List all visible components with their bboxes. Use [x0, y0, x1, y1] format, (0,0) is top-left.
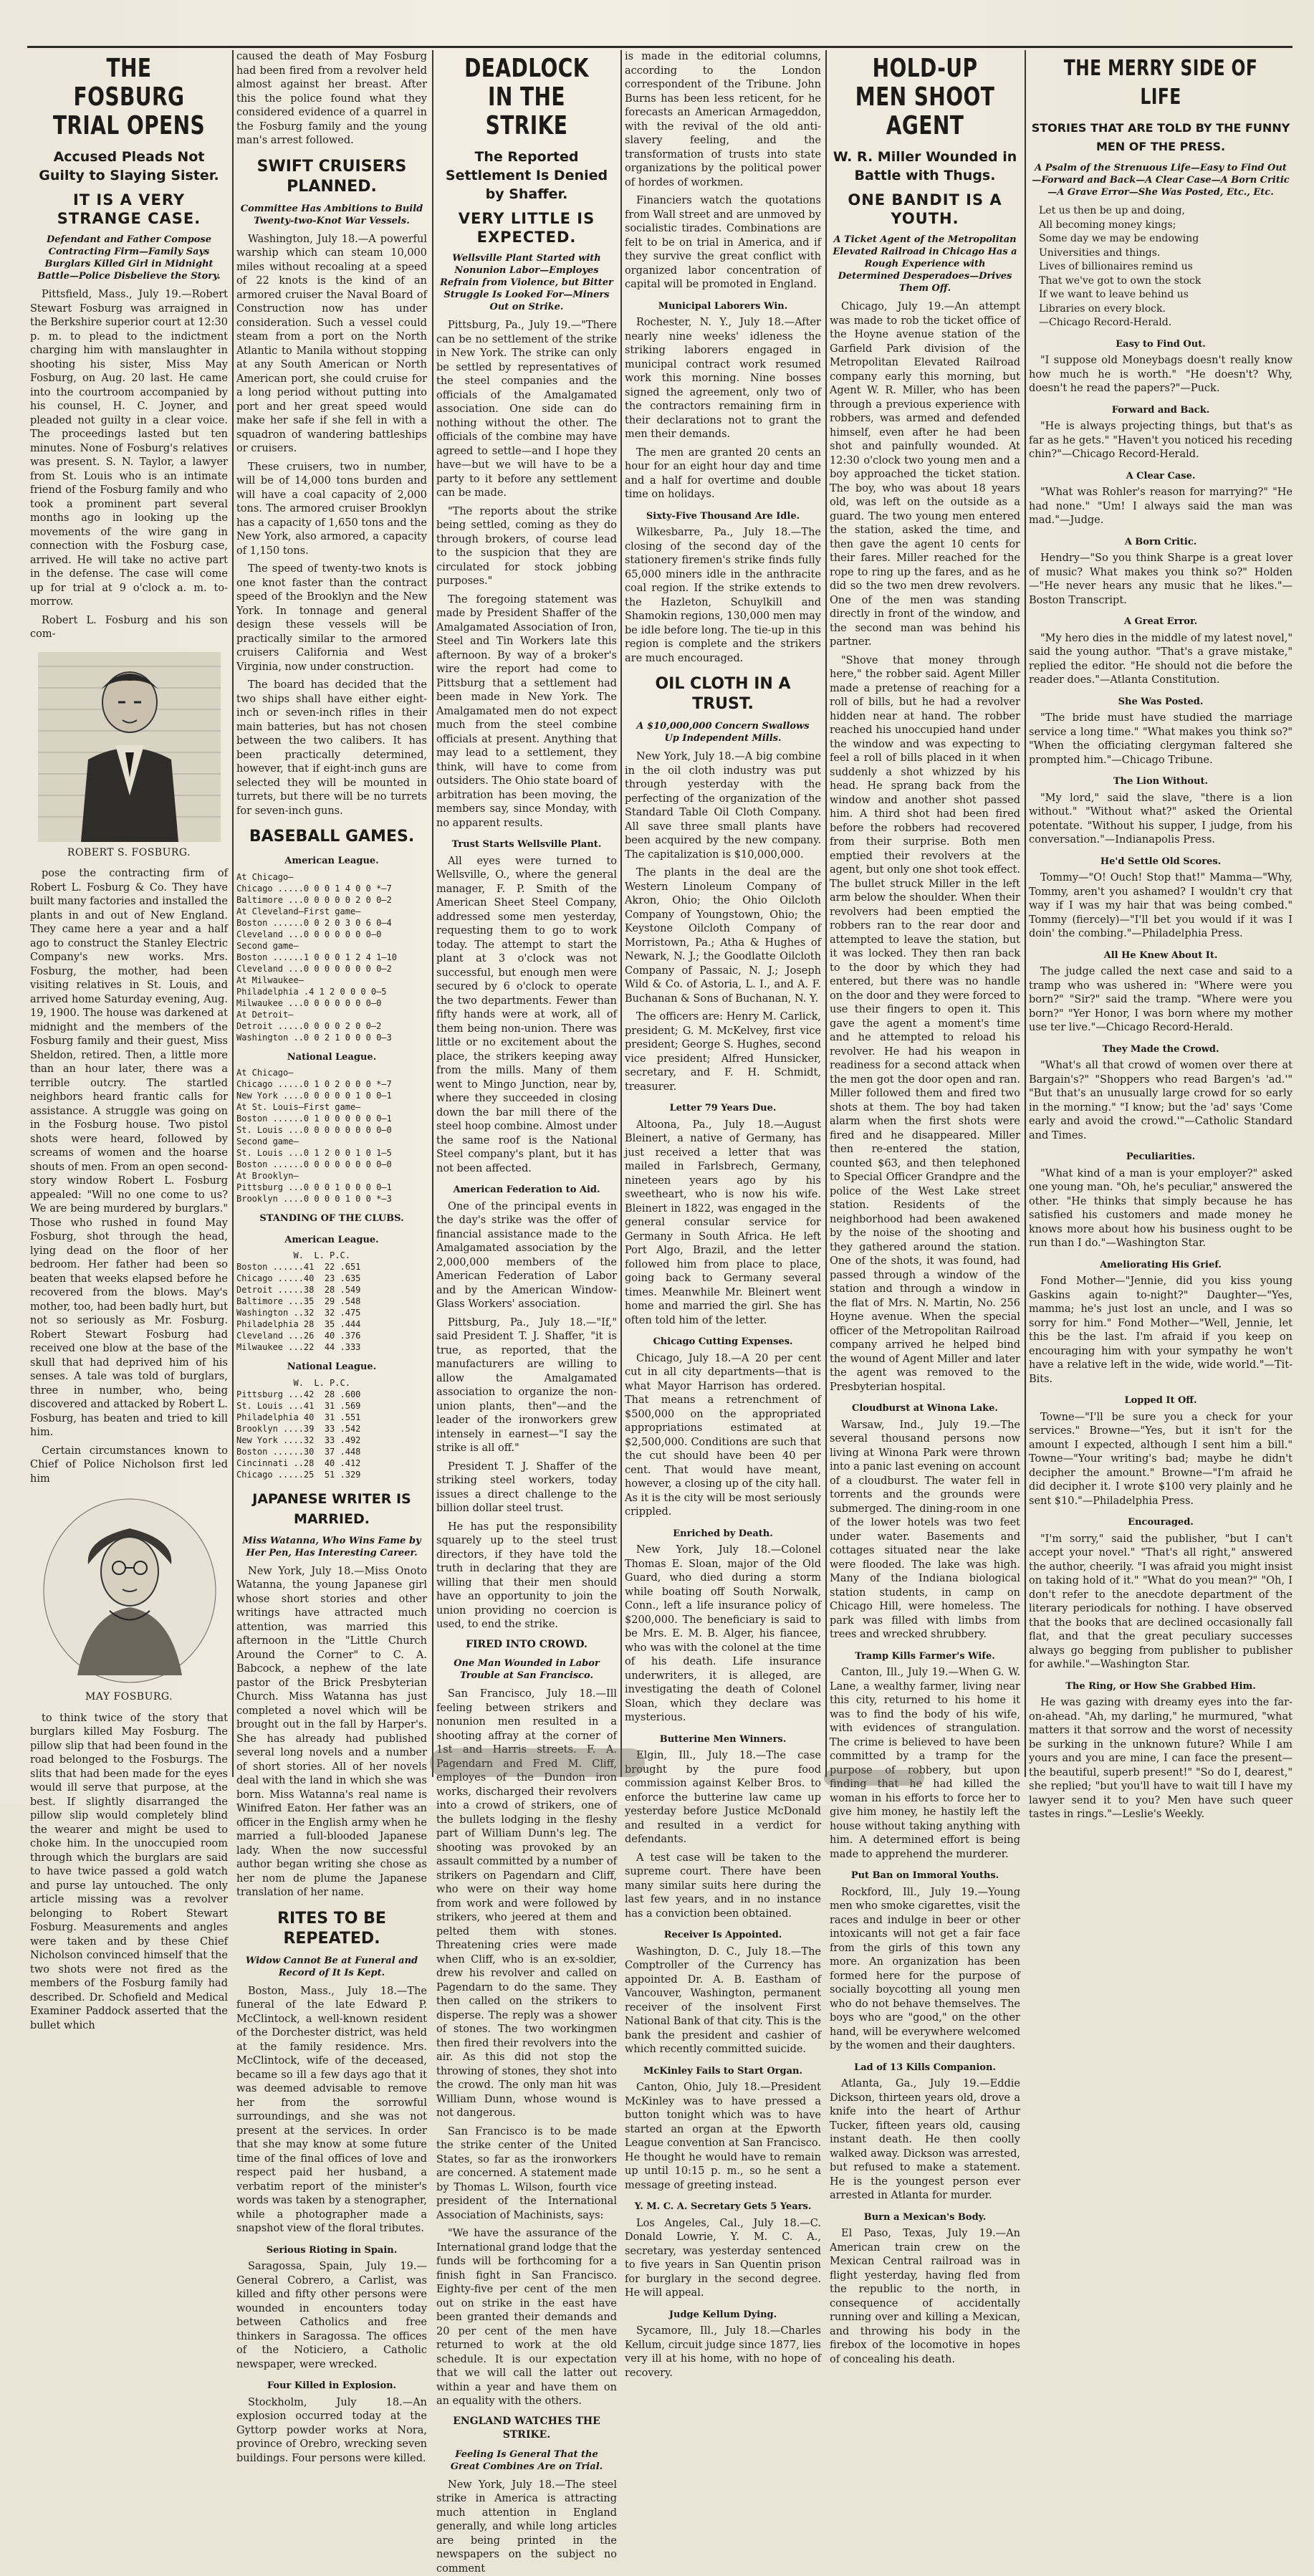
- paragraph: Warsaw, Ind., July 19.—The several thousand persons now living at Winona Park were thrown into a panic last evening on account of a cloudburst. The water fell in torrents and the grounds were submerged. The dining-room in one of the lower hotels was two feet under water. Basements and cottages situated near the lake were flooded. The lake was high. Many of the Indiana biological station students, in camp on Chicago Hill, were homeless. The park was filled with limbs from trees and wrecked shrubbery.: [830, 1419, 1020, 1642]
- paragraph: He was gazing with dreamy eyes into the far-on-ahead. "Ah, my darling," he murmured, "what matters it that sorrow and the worst of necessity be surking in the unknown future? While I am yours and you are mine, I can face the present—the beautiful, superb present!" "So do I, dearest," she replied; "but you'll have to wait till I have my lawyer send it to you? Men have such queer tastes in rings."—Leslie's Weekly.: [1029, 1696, 1293, 1822]
- subheading: He'd Settle Old Scores.: [1029, 855, 1293, 869]
- paragraph: All eyes were turned to Wellsville, O., where the general manager, F. P. Smith of the American Sheet Steel Company, addressed some men yesterday, requesting them to go to work today. The attempt to start the plant at 3 o'clock was not successful, but enough men were secured by 6 o'clock to operate the two departments. Fewer than fifty hands were at work, all of them being non-union. There was little or no excitement about the place, the strikers keeping away from the mills. Many of them went to Mingo Junction, near by, where they succeeded in closing down the bar mill there of the steel hoop combine. Almost under the same roof is the National Steel company's plant, but it has not been affected.: [436, 855, 617, 1177]
- deck-england-watches: Feeling Is General That the Great Combines Are on Trial.: [439, 2448, 614, 2473]
- column-5: [830, 50, 1020, 1770]
- column-4: [625, 50, 821, 1770]
- subhead-fosburg: Accused Pleads Not Guilty to Slaying Sister.: [30, 148, 228, 185]
- column-6: [1029, 50, 1293, 1770]
- headline-hold-up: HOLD-UP MEN SHOOT AGENT: [850, 54, 999, 140]
- paragraph: "He is always projecting things, but that's as far as he gets." "Haven't you noticed his receding chin?"—Chicago Record-Herald.: [1029, 420, 1293, 462]
- paragraph: Chicago, July 18.—A 20 per cent cut in all city departments—that is what Mayor Harrison has ordered. That means a retrenchment of $500,000 on the appropriated appropriations estimated at $2,500,000. Conditions are such that the cut should have been 40 per cent. That would have meant, however, a closing up of the city hall. As it is the city will be most seriously crippled.: [625, 1352, 821, 1520]
- subheading: McKinley Fails to Start Organ.: [625, 2064, 821, 2079]
- paragraph: "Shove that money through here," the robber said. Agent Miller made a pretense of reaching for a roll of bills, but he had a revolver hidden near at hand. The robber reached his unoccupied hand under the window and was expecting to feel a roll of bills placed in it when suddenly a shot whizzed by his head. He sprang back from the window and another shot passed him. A third shot had been fired before the robbers had recovered from their surprise. Both men emptied their revolvers at the agent, but only one shot took effect. The bullet struck Miller in the left arm below the shoulder. When their revolvers had been emptied the robbers ran to the rear door and attempted to leave the station, but it was locked. They then ran back to the door by which they had entered, but there was no handle on the door and they were forced to use their fingers to open it. This gave the agent a moment's time and he attempted to reload his revolver. He had his weapon in readiness for a second attack when the men got the door open and ran. Miller followed them and fired two shots at them. The boy had taken alarm when the first shots were fired and he disappeared. Miller then re-entered the station, counted $63, and then telephoned to Special Officer Grandpre and the police of the West Lake street station. Residents of the neighborhood had been awakened by the noise of the shooting and they gathered around the station. One of the shots, it was found, had passed through a window of the station and through a window in the flat of Mrs. N. Martin, No. 256 Hoyne avenue. When the special officer of the Metropolitan Railroad company arrived he helped bind the wound of Agent Miller and later the agent was removed to the Presbyterian hospital.: [830, 654, 1020, 1395]
- ink-smear: [824, 1770, 924, 1786]
- paragraph: San Francisco, July 18.—Ill feeling between strikers and nonunion men resulted in a shooting affray at the corner of 1st and Harris streets. F. A. Pagendarn and Fred M. Cliff, employes of the Dundon iron works, discharged their revolvers into a crowd of strikers, one of the bullets lodging in the fleshy part of William Dunn's leg. The shooting was provoked by an assault committed by a number of strikers on Pagendarn and Cliff, who were on their way home from work and were followed by strikers, who jeered at them and pelted them with stones. Threatening cries were made when Cliff, who is an ex-soldier, drew his revolver and called on Pagendarn to do the same. They then called on the strikers to disperse. The reply was a shower of stones. The two workingmen then fired their revolvers into the air. As this did not stop the throwing of stones, they shot into the crowd. The only man hit was William Dunn, whose wound is not dangerous.: [436, 1687, 617, 2121]
- subhead-merry-side: STORIES THAT ARE TOLD BY THE FUNNY MEN OF THE PRESS.: [1029, 119, 1293, 156]
- deck-fosburg: Defendant and Father Compose Contracting Firm—Family Says Burglars Killed Girl in Midnight Battle—Police Disbelieve the Story.: [33, 234, 225, 282]
- subheading: Cloudburst at Winona Lake.: [830, 1402, 1020, 1416]
- subheading: Judge Kellum Dying.: [625, 2308, 821, 2322]
- subhead-fosburg-2: IT IS A VERY STRANGE CASE.: [30, 191, 228, 228]
- paragraph: "What was Rohler's reason for marrying?" "He had none." "Um! I always said the man was mad."—Judge.: [1029, 486, 1293, 528]
- paragraph: Pittsburg, Pa., July 19.—"There can be no settlement of the strike in New York. The strike can only be settled by representatives of the steel companies and the officials of the Amalgamated association. One side can do nothing without the other. The officials of the combine may have agreed to settle—and I hope they have—but we will have to be a party to it before any settlement can be made.: [436, 319, 617, 501]
- deck-cruisers: Committee Has Ambitions to Build Twenty-two-Knot War Vessels.: [239, 203, 424, 227]
- paragraph: Financiers watch the quotations from Wall street and are unmoved by socialistic tirades. Combinations are felt to be on trial in America, and if they survive the great conflict with organized labor concentration of capital will be promoted in England.: [625, 194, 821, 292]
- paragraph: Atlanta, Ga., July 19.—Eddie Dickson, thirteen years old, drove a knife into the heart of Arthur Tucker, fifteen years old, causing instant death. He then coolly walked away. Dickson was arrested, but refused to make a statement. He is the youngest person ever arrested in Atlanta for murder.: [830, 2077, 1020, 2203]
- subheading: Tramp Kills Farmer's Wife.: [830, 1649, 1020, 1664]
- subheading: Peculiarities.: [1029, 1150, 1293, 1164]
- paragraph: "My hero dies in the middle of my latest novel," said the young author. "That's a grave mistake," replied the editor. "He should not die before the reader does."—Atlanta Constitution.: [1029, 632, 1293, 688]
- headline-merry-side: THE MERRY SIDE OF LIFE: [1058, 54, 1263, 112]
- paragraph: "What's all that crowd of women over there at Bargain's?" "Shoppers who read Bargen's 'ad.'" "But that's an unusually large crowd for so early in the morning." "I know; but the 'ad' says 'Come early and avoid the crowd.'"—Catholic Standard and Times.: [1029, 1059, 1293, 1143]
- box-scores-american: At Chicago— Chicago .....0 0 0 1 4 0 0 *—7 Baltimore ...0 0 0 0 0 2 0 0—2 At Cleveland—First game— Boston ......0 0 2 0 3 0 6 0—4 Cleveland ...0 0 0 0 0 0 0—0 Second game— Boston ......1 0 0 0 1 2 4 1—10 Cleveland ...0 0 0 0 0 0 0 0—2 At Milwaukee— Philadelphia .4 1 2 0 0 0 0—5 Milwaukee ...0 0 0 0 0 0 0—0 At Detroit— Detroit .....0 0 0 0 2 0 0—2 Washington ..0 0 2 1 0 0 0 0—3: [236, 871, 427, 1043]
- paragraph: The board has decided that the two ships shall have either eight-inch or seven-inch rifles in their main batteries, but has not chosen between the two calibers. It has been practically determined, however, that if eight-inch guns are selected they will be mounted in turrets, but there will be no turrets for seven-inch guns.: [236, 679, 427, 818]
- column-rule: [825, 50, 827, 1777]
- subhead-deadlock: The Reported Settlement Is Denied by Shaffer.: [436, 148, 617, 204]
- standings-american: W. L. P.C. Boston ......41 22 .651 Chicago .....40 23 .635 Detroit .....38 28 .549 Baltimore ...35 29 .548 Washington ..32 32 .475 Philadelphia 28 35 .444 Cleveland ...26 40 .376 Milwaukee ...22 44 .333: [236, 1250, 427, 1353]
- subheading: Lopped It Off.: [1029, 1394, 1293, 1408]
- subheading: They Made the Crowd.: [1029, 1043, 1293, 1057]
- paragraph: Sycamore, Ill., July 18.—Charles Kellum, circuit judge since 1877, lies very ill at his home, with no hope of recovery.: [625, 2324, 821, 2380]
- headline-fired-into-crowd: FIRED INTO CROWD.: [436, 1638, 617, 1652]
- paragraph: Saragossa, Spain, July 19.—General Cobrero, a Carlist, was killed and fifty other persons were wounded in encounters today between Catholics and free thinkers in Saragossa. The offices of the Noticiero, a Catholic newspaper, were wrecked.: [236, 2260, 427, 2372]
- headline-japanese-writer: JAPANESE WRITER IS MARRIED.: [236, 1489, 427, 1529]
- subheading: Trust Starts Wellsville Plant.: [436, 838, 617, 852]
- deck-merry-side: A Psalm of the Strenuous Life—Easy to Find Out—Forward and Back—A Clear Case—A Born Critic—A Grave Error—She Was Posted, Etc., Etc.: [1032, 162, 1290, 198]
- column-1: [30, 50, 228, 1770]
- paragraph: Certain circumstances known to Chief of Police Nicholson first led him: [30, 1445, 228, 1487]
- deck-hold-up: A Ticket Agent of the Metropolitan Elevated Railroad in Chicago Has a Rough Experience with Determined Desperadoes—Drives Them Off.: [833, 234, 1017, 295]
- subheading: A Born Critic.: [1029, 535, 1293, 550]
- standings-national: W. L. P.C. Pittsburg ...42 28 .600 St. Louis ...41 31 .569 Philadelphia 40 31 .551 Brooklyn ....39 33 .542 New York ....32 33 .492 Boston ......30 37 .448 Cincinnati ..28 40 .412 Chicago .....25 51 .329: [236, 1377, 427, 1480]
- headline-deadlock: DEADLOCK IN THE STRIKE: [456, 54, 598, 140]
- subheading: Municipal Laborers Win.: [625, 300, 821, 314]
- paragraph: Wilkesbarre, Pa., July 18.—The closing of the second day of the stationery firemen's strike finds fully 65,000 miners idle in the anthracite coal region. If the strike extends to the Hazleton, Schuylkill and Shamokin regions, 130,000 men may be idle before long. The tie-up in this region is complete and the strikers are much encouraged.: [625, 526, 821, 666]
- paragraph: President T. J. Shaffer of the striking steel workers, today issues a direct challenge to the billion dollar steel trust.: [436, 1460, 617, 1516]
- deck-fired-into-crowd: One Man Wounded in Labor Trouble at San Francisco.: [439, 1657, 614, 1682]
- subheading: Easy to Find Out.: [1029, 337, 1293, 352]
- column-3: [436, 50, 617, 1770]
- paragraph: New York, July 18.—Miss Onoto Watanna, the young Japanese girl whose short stories and other writings have attracted much attention, was married this afternoon in the "Little Church Around the Corner" to C. A. Babcock, a nephew of the late pastor of the Brick Presbyterian Church. Miss Watanna has just completed a novel which will be brought out in the fall by Harper's. She has already had published several long novels and a number of short stories. All of her novels deal with the land in which she was born. Miss Watanna's real name is Winifred Eaton. Her father was an officer in the English army when he married a full-blooded Japanese lady. When the now successful author began writing she chose as her nom de plume the Japanese translation of her name.: [236, 1565, 427, 1900]
- subheading: Butterine Men Winners.: [625, 1733, 821, 1747]
- standing-heading: STANDING OF THE CLUBS.: [236, 1212, 427, 1226]
- paragraph: Rockford, Ill., July 19.—Young men who smoke cigarettes, visit the races and indulge in beer or other intoxicants will not get a fair face from the girls of this town any more. An organization has been formed here for the purpose of socially boycotting all young men who do not behave themselves. The boys who are "good," on the other hand, will be everywhere welcomed by the women and their daughters.: [830, 1886, 1020, 2054]
- headline-rites: RITES TO BE REPEATED.: [236, 1909, 427, 1949]
- subheading: Encouraged.: [1029, 1516, 1293, 1530]
- paragraph: to think twice of the story that burglars killed May Fosburg. The pillow slip that had been found in the road belonged to the Fosburgs. The slits that had been made for the eyes would ill serve that purpose, at the best. If slightly disarranged the pillow slip would completely blind the wearer and might be used to choke him. In the unoccupied room through which the burglars are said to have twice passed a gold watch and purse lay untouched. The only article missing was a revolver belonging to Robert Stewart Fosburg. Measurements and angles were taken and by these Chief Nicholson convinced himself that the two shots were not fired as the members of the Fosburg family had described. Dr. Schofield and Medical Examiner Paddock asserted that the bullet which: [30, 1712, 228, 2034]
- subheading: A Great Error.: [1029, 615, 1293, 629]
- caption-may-fosburg: MAY FOSBURG.: [30, 1690, 228, 1705]
- paragraph: Hendry—"So you think Sharpe is a great lover of music? What makes you think so?" Holden—"He never hears any music that he likes."—Boston Transcript.: [1029, 552, 1293, 608]
- column-rule: [1025, 50, 1026, 1777]
- deck-japanese-writer: Miss Watanna, Who Wins Fame by Her Pen, Has Interesting Career.: [239, 1535, 424, 1559]
- paragraph: Elgin, Ill., July 18.—The case brought by the pure food commission against Kelber Bros. to enforce the butterine law came up yesterday before Justice McDonald and resulted in a verdict for defendants.: [625, 1749, 821, 1847]
- paragraph: "I suppose old Moneybags doesn't really know how much he is worth." "He doesn't? Why, doesn't he read the papers?"—Puck.: [1029, 354, 1293, 396]
- paragraph: "I'm sorry," said the publisher, "but I can't accept your novel." "That's all right," answered the author, cheerily. "I was afraid you might insist on taking hold of it." "What do you mean?" "Oh, I don't refer to the anecdote department of the literary periodicals for nothing. I have observed that the books that are declined occasionally fall flat, and that the great peculiary successes always go begging from publisher to publisher for awhile."—Washington Star.: [1029, 1533, 1293, 1672]
- paragraph: Canton, Ohio, July 18.—President McKinley was to have pressed a button tonight which was to have started an organ at the Epworth League convention at San Francisco. He thought he would have to remain up until 10:15 p. m., so he sent a message of greeting instead.: [625, 2081, 821, 2193]
- paragraph: Rochester, N. Y., July 18.—After nearly nine weeks' idleness the striking laborers engaged in municipal contract work resumed work this morning. Nine bosses signed the agreement, only two of the contractors remaining firm in their declarations not to grant the men their demands.: [625, 316, 821, 442]
- verse: Let us then be up and doing, All becoming money kings; Some day we may be endowing Universities and things. Lives of billionaires remind us That we've got to own the stock If we want to leave behind us Libraries on every block. —Chicago Record-Herald.: [1029, 204, 1293, 330]
- subheading: Y. M. C. A. Secretary Gets 5 Years.: [625, 2200, 821, 2214]
- label-national-league: National League.: [236, 1050, 427, 1065]
- paragraph: These cruisers, two in number, will be of 14,000 tons burden and will have a coal capacity of 2,000 tons. The armored cruiser Brooklyn has a capacity of 1,650 tons and the New York, also armored, a capacity of 1,150 tons.: [236, 461, 427, 559]
- subhead-deadlock-2: VERY LITTLE IS EXPECTED.: [436, 209, 617, 246]
- subheading: Four Killed in Explosion.: [236, 2379, 427, 2393]
- paragraph: Tommy—"O! Ouch! Stop that!" Mamma—"Why, Tommy, aren't you ashamed? I wouldn't cry that way if I was my hair that was being combed." Tommy (fiercely)—"I'll bet you would if it was I doin' the combing."—Philadelphia Press.: [1029, 871, 1293, 942]
- box-scores-national: At Chicago— Chicago .....0 1 0 2 0 0 0 *—7 New York ....0 0 0 0 0 1 0 0—1 At St. Louis—First game— Boston ......0 1 0 0 0 0 0 0—1 St. Louis ...0 0 0 0 0 0 0 0—0 Second game— St. Louis ...0 1 2 0 0 1 0 1—5 Boston ......0 0 0 0 0 0 0 0—0 At Brooklyn— Pittsburg ...0 0 0 1 0 0 0 0—1 Brooklyn ....0 0 0 0 1 0 0 *—3: [236, 1067, 427, 1205]
- subheading: American Federation to Aid.: [436, 1183, 617, 1197]
- subheading: Ameliorating His Grief.: [1029, 1258, 1293, 1273]
- subheading: All He Knew About It.: [1029, 949, 1293, 963]
- label-standing-american: American League.: [236, 1233, 427, 1248]
- paragraph: The judge called the next case and said to a tramp who was ushered in: "Where were you born?" "Sir?" said the tramp. "Where were you born?" "Yer Honor, I was born where my mother use ter live."—Chicago Record-Herald.: [1029, 965, 1293, 1035]
- paragraph: He has put the responsibility squarely up to the steel trust directors, if they have told the truth in declaring that they are willing that their men should have an opportunity to join the union providing no coercion is used, to end the strike.: [436, 1521, 617, 1632]
- deck-oil-cloth: A $10,000,000 Concern Swallows Up Independent Mills.: [628, 720, 818, 744]
- headline-cruisers: SWIFT CRUISERS PLANNED.: [236, 157, 427, 197]
- subheading: Receiver Is Appointed.: [625, 1928, 821, 1943]
- paragraph: New York, July 18.—The steel strike in America is attracting much attention in England generally, and while long articles are being printed in the newspapers on the subject no comment: [436, 2479, 617, 2576]
- paragraph: The men are granted 20 cents an hour for an eight hour day and time and a half for overtime and double time on holidays.: [625, 446, 821, 502]
- caption-robert-fosburg: ROBERT S. FOSBURG.: [30, 846, 228, 861]
- paragraph: Stockholm, July 18.—An explosion occurred today at the Gyttorp powder works at Nora, province of Orebro, wrecking seven buildings. Four persons were killed.: [236, 2396, 427, 2466]
- subheading: The Ring, or How She Grabbed Him.: [1029, 1680, 1293, 1694]
- subhead-hold-up: W. R. Miller Wounded in Battle with Thugs.: [830, 148, 1020, 185]
- headline-fosburg: THE FOSBURG TRIAL OPENS: [52, 54, 206, 140]
- deck-deadlock: Wellsville Plant Started with Nonunion Labor—Employes Refrain from Violence, but Bitter Struggle Is Looked For—Miners Out on Strike.: [439, 252, 614, 313]
- ink-smear: [430, 1748, 645, 1777]
- paragraph: The officers are: Henry M. Carlick, president; G. M. McKelvey, first vice president; George S. Hughes, second vice president; Alfred Hunsicker, secretary, and F. H. Schmidt, treasurer.: [625, 1010, 821, 1094]
- paragraph: Pittsfield, Mass., July 19.—Robert Stewart Fosburg was arraigned in the Berkshire superior court at 12:30 p. m. to plead to the indictment charging him with manslaughter in shooting his sister, Miss May Fosburg, on Aug. 20 last. He came into the courtroom accompanied by his counsel, H. C. Joyner, and pleaded not guilty in a clear voice. The proceedings lasted but ten minutes. None of Fosburg's relatives was present. S. N. Taylor, a lawyer from St. Louis who is an intimate friend of the Fosburg family and who took a prominent part several months ago in looking up the movements of the wire gang in connection with the Fosburg case, arrived. He will take no active part in the defense. The case will come up for trial at 9 o'clock a. m. to-morrow.: [30, 288, 228, 610]
- label-standing-national: National League.: [236, 1360, 427, 1374]
- paragraph: New York, July 18.—A big combine in the oil cloth industry was put through yesterday with the perfecting of the organization of the Standard Table Oil Cloth Company. All save three small plants have been acquired by the new company. The capitalization is $10,000,000.: [625, 750, 821, 862]
- paragraph: "My lord," said the slave, "there is a lion without." "Without what?" asked the Oriental potentate. "Without his supper, I judge, from his conversation."—Indianapolis Press.: [1029, 792, 1293, 848]
- paragraph: The plants in the deal are the Western Linoleum Company of Akron, Ohio; the Ohio Oilcloth Company of Youngstown, Ohio; the Keystone Oilcloth Company of Morristown, Pa.; Atha & Hughes of Newark, N. J.; the Goodlatte Oilcloth Company of Passaic, N. J.; Joseph Wild & Co. of Astoria, L. I., and A. F. Buchanan & Sons of Buchanan, N. Y.: [625, 866, 821, 1006]
- subhead-hold-up-2: ONE BANDIT IS A YOUTH.: [830, 191, 1020, 228]
- paragraph: "The bride must have studied the marriage service a long time." "What makes you think so?" "When the officiating clergyman faltered she prompted him."—Chicago Tribune.: [1029, 712, 1293, 767]
- paragraph: New York, July 18.—Colonel Thomas E. Sloan, major of the Old Guard, who died during a storm while boating off South Norwalk, Conn., left a life insurance policy of $200,000. The beneficiary is said to be Mrs. E. M. B. Alger, his fiancee, who was with the colonel at the time of his death. Life insurance underwriters, it is alleged, are investigating the death of Colonel Sloan, which they declare was mysterious.: [625, 1543, 821, 1725]
- paragraph: "The reports about the strike being settled, coming as they do through brokers, of course lead to the suspicion that they are circulated for stock jobbing purposes.": [436, 505, 617, 589]
- paragraph: Pittsburg, Pa., July 18.—"If," said President T. J. Shaffer, "it is true, as reported, that the manufacturers are willing to allow the Amalgamated association to organize the non-union plants, then"—and the leader of the ironworkers grew intensely in earnest—"I say the strike is all off.": [436, 1316, 617, 1456]
- paragraph: Fond Mother—"Jennie, did you kiss young Gaskins again to-night?" Daughter—"Yes, mamma; he's just lost an uncle, and I was so sorry for him." Fond Mother—"Well, Jennie, let this be the last. I'm afraid if you keep on encouraging him with your sympathy he won't have a relative left in the wide, wide world."—Tit-Bits.: [1029, 1275, 1293, 1387]
- paragraph: One of the principal events in the day's strike was the offer of financial assistance made to the Amalgamated association by the 2,000,000 members of the American Federation of Labor and by the American Window-Glass Workers' association.: [436, 1200, 617, 1312]
- paragraph: Canton, Ill., July 19.—When G. W. Lane, a wealthy farmer, living near this city, returned to his home it was to find the body of his wife, with evidences of strangulation. The crime is believed to have been committed by a tramp for the purpose of robbery, but upon finding that he had killed the woman in his efforts to force her to give him money, he hastily left the house without taking anything with him. A determined effort is being made to apprehend the murderer.: [830, 1666, 1020, 1862]
- subheading: Sixty-Five Thousand Are Idle.: [625, 509, 821, 524]
- portrait-robert-fosburg: [38, 652, 221, 842]
- headline-england-watches: ENGLAND WATCHES THE STRIKE.: [436, 2415, 617, 2443]
- paragraph: The speed of twenty-two knots is one knot faster than the contract speed of the Brooklyn and the New York. In tonnage and general design these vessels will be practically similar to the armored cruisers California and West Virginia, now under construction.: [236, 562, 427, 674]
- headline-baseball: BASEBALL GAMES.: [236, 827, 427, 847]
- subheading: Chicago Cutting Expenses.: [625, 1335, 821, 1349]
- paragraph: Los Angeles, Cal., July 18.—C. Donald Lowrie, Y. M. C. A., secretary, was yesterday sentenced to five years in San Quentin prison for burglary in the second degree. He will appeal.: [625, 2217, 821, 2301]
- paragraph: Washington, D. C., July 18.—The Comptroller of the Currency has appointed Dr. A. B. Eastham of Vancouver, Washington, permanent receiver of the insolvent First National Bank of that city. This is the bank the president and cashier of which recently committed suicide.: [625, 1945, 821, 2057]
- column-rule: [620, 50, 622, 1777]
- portrait-may-fosburg: [38, 1496, 221, 1686]
- column-rule: [432, 50, 433, 1777]
- paragraph: The foregoing statement was made by President Shaffer of the Amalgamated Association of Iron, Steel and Tin Workers late this afternoon. By way of a broker's wire the report had come to Pittsburg that a settlement had been made in New York. The Amalgamated men do not expect much from the steel combine officials at present. Anything that may lead to a settlement, they think, will have to come from outsiders. The Ohio state board of arbitration has been moving, the members say, since Monday, with no apparent results.: [436, 593, 617, 831]
- deck-rites: Widow Cannot Be at Funeral and Record of It Is Kept.: [239, 1955, 424, 1979]
- subheading: The Lion Without.: [1029, 775, 1293, 789]
- subheading: She Was Posted.: [1029, 695, 1293, 709]
- paragraph: "What kind of a man is your employer?" asked one young man. "Oh, he's peculiar," answered the other. "He thinks that simply because he has satisfied his customers and made money he knows more about how his business ought to be run than I do."—Washington Star.: [1029, 1167, 1293, 1251]
- subheading: Put Ban on Immoral Youths.: [830, 1869, 1020, 1883]
- label-american-league: American League.: [236, 854, 427, 868]
- paragraph: is made in the editorial columns, according to the London correspondent of the Tribune. John Burns has been less reticent, for he forecasts an American Armageddon, with the revival of the old anti-slavery feeling, and the transformation of trusts into state organizations by the political power of hordes of workmen.: [625, 50, 821, 190]
- column-rule: [232, 50, 234, 1777]
- subheading: A Clear Case.: [1029, 469, 1293, 484]
- paragraph: Chicago, July 19.—An attempt was made to rob the ticket office of the Hoyne avenue station of the Garfield Park division of the Metropolitan Elevated Railroad company early this morning, but Agent W. R. Miller, who has been through a previous experience with robbers, was armed and defended himself, even after he had been shot and painfully wounded. At 12:30 o'clock two young men and a boy approached the ticket station. The boy, who was about 18 years old, was left on the outside as a guard. The two young men entered the station, asked the time, and then gave the agent 10 cents for their fares. Miller reached for the rope to ring up the fares, and as he did so the two men drew revolvers. One of the men was standing directly in front of the window, and the second man was behind his partner.: [830, 300, 1020, 650]
- subheading: Lad of 13 Kills Companion.: [830, 2061, 1020, 2075]
- subheading: Forward and Back.: [1029, 403, 1293, 418]
- top-rule: [27, 46, 1293, 48]
- paragraph: A test case will be taken to the supreme court. There have been many similar suits here during the last few years, and in no instance has a conviction been obtained.: [625, 1852, 821, 1922]
- paragraph: caused the death of May Fosburg had been fired from a revolver held almost against her breast. After this the police found what they considered evidence of a quarrel in the Fosburg family and the young man's arrest followed.: [236, 50, 427, 148]
- paragraph: San Francisco is to be made the strike center of the United States, so far as the ironworkers are concerned. A statement made by Thomas L. Wilson, fourth vice president of the International Association of Machinists, says:: [436, 2125, 617, 2223]
- paragraph: "We have the assurance of the International grand lodge that the funds will be forthcoming for a finish fight in San Francisco. Eighty-five per cent of the men out on strike in the east have been granted their demands and 20 per cent of the men have returned to work at the old schedule. It is our expectation that we will call the latter out within a year and have them on an equality with the others.: [436, 2227, 617, 2409]
- paragraph: Robert L. Fosburg and his son com-: [30, 614, 228, 642]
- subheading: Burn a Mexican's Body.: [830, 2211, 1020, 2225]
- paragraph: Altoona, Pa., July 18.—August Bleinert, a native of Germany, has just received a letter that was mailed in Farlsbrech, Germany, nineteen years ago by his sweetheart, who is now his wife. Bleinert in 1822, was engaged in the general consular service for Germany in South Africa. He left Port Algo, Brazil, and the letter followed him from place to place, going back to Germany several times. Meanwhile Mr. Bleinert went home and married the girl. She has often told him of the letter.: [625, 1119, 821, 1328]
- paragraph: El Paso, Texas, July 19.—An American train crew on the Mexican Central railroad was in flight yesterday, having fled from the republic to the north, in consequence of accidentally running over and killing a Mexican, and throwing his body in the firebox of the locomotive in hopes of concealing his death.: [830, 2227, 1020, 2367]
- column-2: [236, 50, 427, 1770]
- paragraph: Towne—"I'll be sure you a check for your services." Browne—"Yes, but it isn't for the amount I expected, although I sent him a bill." Towne—"Your writing's bad; maybe he didn't decipher the amount." Browne—"I'm afraid he did decipher it. I wrote $100 very plainly and he sent $10."—Philadelphia Press.: [1029, 1411, 1293, 1509]
- subheading: Serious Rioting in Spain.: [236, 2244, 427, 2258]
- subheading: Letter 79 Years Due.: [625, 1101, 821, 1116]
- paragraph: Boston, Mass., July 18.—The funeral of the late Edward P. McClintock, a well-known resident of the Dorchester district, was held at the family residence. Mrs. McClintock, wife of the deceased, became so ill a few days ago that it was deemed advisable to remove her from the sorrowful surroundings, and she was not present at the services. In order that she may know at some future time of the final offices of love and respect paid her husband, a verbatim report of the minister's words was taken by a stenographer, while a photographer made a snapshot view of the floral tributes.: [236, 1985, 427, 2236]
- headline-oil-cloth: OIL CLOTH IN A TRUST.: [625, 674, 821, 714]
- paragraph: Washington, July 18.—A powerful warship which can steam 10,000 miles without recoaling at a speed of 22 knots is the kind of an armored cruiser the Naval Board of Construction now has under consideration. Such a vessel could steam from a port on the North Atlantic to Manila without stopping at any South American or North American port, she could cruise for a long period without putting into port and her great speed would make her safe if she fell in with a squadron of wandering battleships or cruisers.: [236, 233, 427, 456]
- subheading: Enriched by Death.: [625, 1527, 821, 1541]
- paragraph: pose the contracting firm of Robert L. Fosburg & Co. They have built many factories and installed the plants in and out of New England. They came here a year and a half ago to construct the Stanley Electric Company's new works. Mrs. Fosburg, the mother, had been visiting relatives in St. Louis, and arrived home Saturday evening, Aug. 19, 1900. The house was darkened at midnight and the members of the Fosburg family and their guest, Miss Sheldon, retired. Then, a little more than an hour later, there was a terrible outcry. The startled neighbors heard frantic calls for assistance. A struggle was going on in the Fosburg house. Two pistol shots were heard, followed by screams of women and the hoarse shouts of men. From an open second-story window Robert L. Fosburg appealed: "Will no one come to us? We are being murdered by burglars." Those who rushed in found May Fosburg, shot through the head, lying dead on the floor of her bedroom. Her father had been so beaten that weeks elapsed before he recovered from the blows. May's mother, too, had been badly hurt, but not so seriously as Mr. Fosburg. Robert Stewart Fosburg had received one blow at the base of the skull that had deprived him of his senses. A tale was told of burglars, three in number, who, being discovered and attacked by Robert L. Fosburg, has beaten and tried to kill him.: [30, 867, 228, 1440]
